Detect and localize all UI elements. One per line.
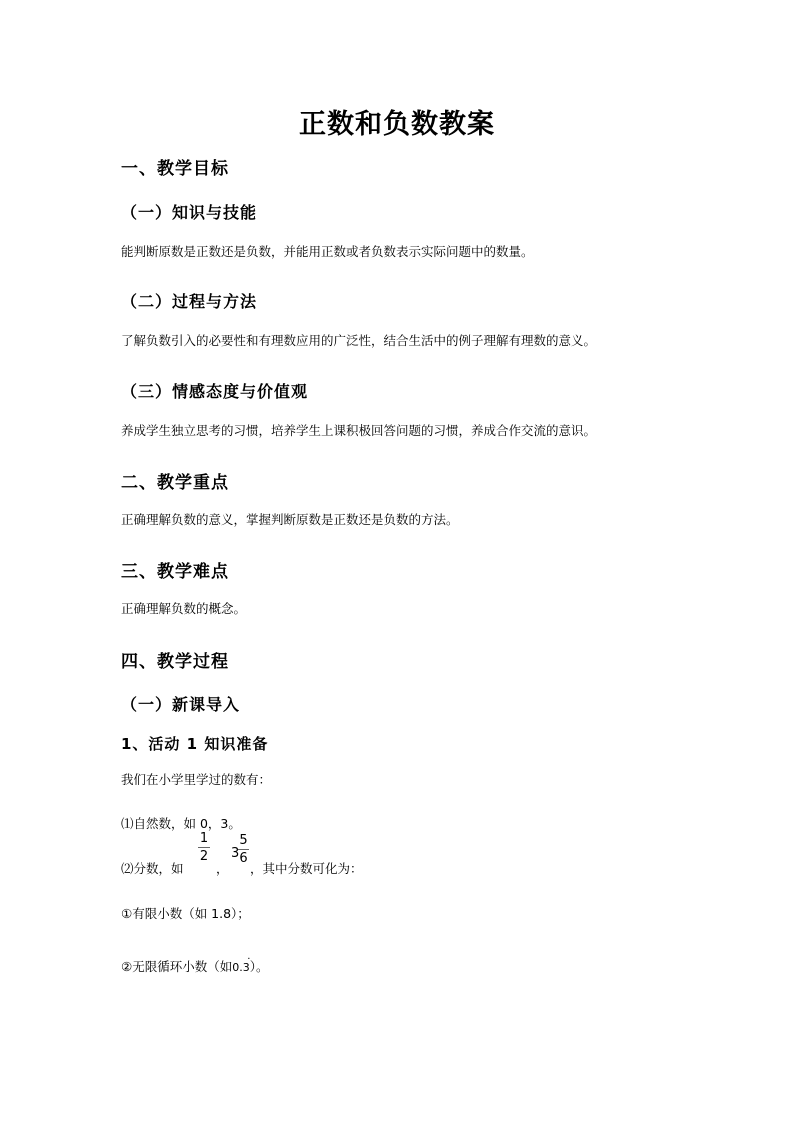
fraction-numerator: 1	[199, 831, 209, 846]
paragraph-attitudes-values: 养成学生独立思考的习惯，培养学生上课积极回答问题的习惯，养成合作交流的意识。	[121, 423, 597, 438]
activity-heading: 1、活动 1 知识准备	[121, 735, 269, 753]
fraction-bar	[238, 849, 249, 850]
repeating-decimal-prefix: ②无限循环小数（如	[121, 959, 233, 974]
fraction-denominator: 2	[199, 849, 209, 864]
document-title: 正数和负数教案	[299, 109, 495, 140]
paragraph-key-points: 正确理解负数的意义，掌握判断原数是正数还是负数的方法。	[121, 512, 459, 527]
fraction-numerator: 5	[239, 833, 248, 848]
paragraph-intro: 我们在小学里学过的数有：	[121, 772, 272, 787]
repeating-decimal-digits: 0.3	[232, 961, 250, 974]
section-heading-teaching-process: 四、教学过程	[121, 652, 229, 672]
fraction-separator: ，	[216, 861, 229, 876]
section-heading-key-points: 二、教学重点	[121, 473, 229, 493]
fraction-five-sixths	[238, 834, 249, 865]
list-item-natural-numbers: ⑴自然数，如 0，3。	[121, 816, 241, 831]
subheading-knowledge-skills: （一）知识与技能	[121, 203, 258, 222]
list-item-finite-decimals: ①有限小数（如 1.8）；	[121, 906, 250, 921]
repeating-decimal-suffix: ）。	[249, 959, 269, 974]
fraction-denominator: 6	[239, 851, 248, 866]
list-item-repeating-decimals	[121, 954, 269, 975]
subheading-introduction: （一）新课导入	[121, 695, 241, 714]
paragraph-process-methods: 了解负数引入的必要性和有理数应用的广泛性，结合生活中的例子理解有理数的意义。	[121, 333, 597, 348]
section-heading-objectives: 一、教学目标	[121, 159, 229, 179]
fraction-one-half	[198, 832, 210, 863]
section-heading-difficulties: 三、教学难点	[121, 562, 229, 582]
paragraph-difficulties: 正确理解负数的概念。	[121, 601, 247, 616]
list-item-fractions-prefix: ⑵分数，如	[121, 861, 184, 876]
paragraph-knowledge-skills: 能判断原数是正数还是负数，并能用正数或者负数表示实际问题中的数量。	[121, 244, 534, 259]
repeating-dot: ·	[247, 954, 251, 965]
repeating-decimal-value	[232, 954, 251, 974]
subheading-process-methods: （二）过程与方法	[121, 292, 258, 311]
subheading-attitudes-values: （三）情感态度与价值观	[121, 382, 309, 401]
fraction-bar	[198, 847, 210, 848]
list-item-fractions-suffix: ，其中分数可化为：	[250, 861, 363, 876]
mixed-number-whole: 3	[231, 846, 240, 861]
